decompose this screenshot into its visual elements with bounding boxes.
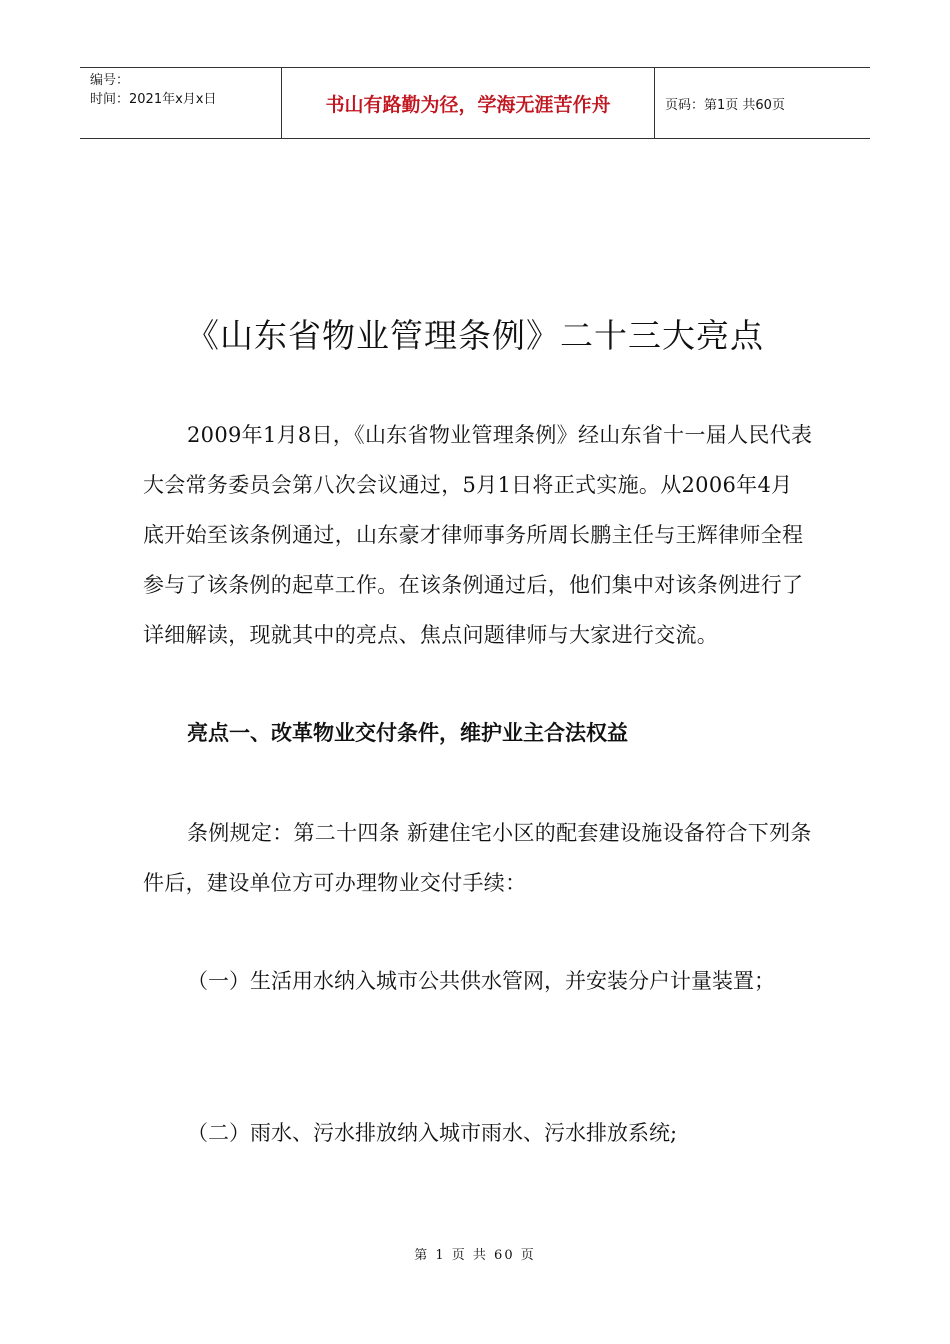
date-label: 时间：2021年x月x日 <box>90 92 217 107</box>
highlight-heading: 亮点一、改革物业交付条件，维护业主合法权益 <box>187 721 628 745</box>
document-header <box>80 67 870 139</box>
list-item: （二）雨水、污水排放纳入城市雨水、污水排放系统; <box>187 1121 678 1145</box>
document-title: 《山东省物业管理条例》二十三大亮点 <box>186 316 764 355</box>
page-footer: 第 1 页 共 60 页 <box>414 1248 536 1263</box>
rule-paragraph: 条例规定：第二十四条 新建住宅小区的配套建设施设备符合下列条件后，建设单位方可办理物业交付手续： <box>143 821 812 895</box>
header-motto: 书山有路勤为径，学海无涯苦作舟 <box>281 68 655 138</box>
list-item: （一）生活用水纳入城市公共供水管网，并安装分户计量装置； <box>187 969 775 993</box>
intro-paragraph: 2009年1月8日，《山东省物业管理条例》经山东省十一届人民代表大会常务委员会第八次会议通过，5月1日将正式实施。从2006年4月底开始至该条例通过，山东豪才律师事务所周长鹏主任与王辉律师全程参与了该条例的起草工作。在该条例通过后，他们集中对该条例进行了详细解读，现就其中的亮点、焦点问题律师与大家进行交流。 <box>143 423 813 647</box>
header-page-info: 页码：第1页 共60页 <box>665 97 785 113</box>
number-label: 编号： <box>90 73 130 88</box>
header-meta <box>80 68 281 138</box>
